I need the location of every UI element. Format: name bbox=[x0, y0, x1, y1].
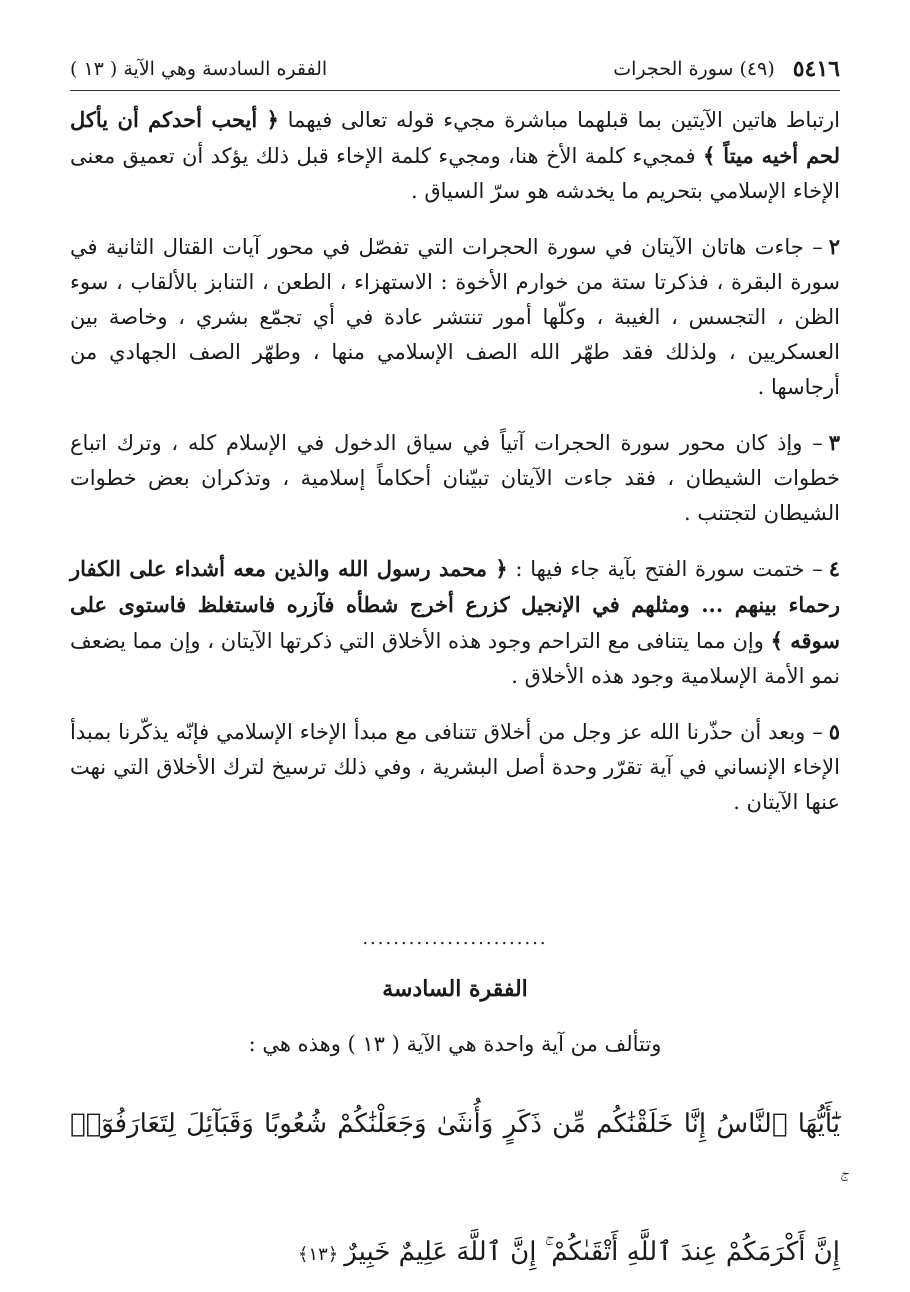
paragraph-1-text-cont: فمجيء كلمة الأخ هنا، ومجيء كلمة الإخاء قبل ذلك يؤكد أن تعميق معنى الإخاء الإسلامي بتحريم ما يخدشه هو سرّ السياق . bbox=[70, 144, 840, 203]
dotted-divider: ........................ bbox=[362, 928, 548, 949]
section-intro: وتتألف من آية واحدة هي الآية ( ١٣ ) وهذه هي : bbox=[248, 1032, 662, 1056]
verse-line-1: يَٰٓأَيُّهَا ٱلنَّاسُ إِنَّا خَلَقْنَٰكُم مِّن ذَكَرٍ وَأُنثَىٰ وَجَعَلْنَٰكُمْ شُعُوبًا وَقَبَآئِلَ لِتَعَارَفُوٓا۟ bbox=[70, 1109, 840, 1139]
quran-verse bbox=[70, 1092, 840, 1287]
paragraph-4-text: – ختمت سورة الفتح بآية جاء فيها : bbox=[507, 557, 823, 581]
paragraph-1-text: ارتباط هاتين الآيتين بما قبلهما مباشرة مجيء قوله تعالى فيهما bbox=[278, 108, 840, 132]
page-number: ٥٤١٦ bbox=[792, 56, 840, 82]
paragraph-5-text: – وبعد أن حذّرنا الله عز وجل من أخلاق تتنافى مع مبدأ الإخاء الإسلامي فإنّه يذكّرنا بمبدأ الإخاء الإنساني في آية تقرّر وحدة أصل البشرية ، وفي ذلك ترسيخ لترك الأخلاق التي نهت عنها الآيتان . bbox=[70, 720, 840, 814]
paragraph-number: ٤ bbox=[828, 556, 840, 581]
header-rule bbox=[70, 90, 840, 91]
header-right-group bbox=[613, 56, 840, 82]
quran-quote: ﴿ محمد رسول الله والذين معه أشداء على الكفار رحماء بينهم ... ومثلهم في الإنجيل كزرع أخرج شطأه فآزره فاستغلظ فاستوى على سوقه ﴾ bbox=[70, 556, 841, 653]
ayah-number-marker: ﴿١٣﴾ bbox=[297, 1244, 339, 1265]
section-label: الفقره السادسة وهي الآية ( ١٣ ) bbox=[70, 58, 328, 80]
paragraph-4-text-cont: وإن مما يتنافى مع التراحم وجود هذه الأخلاق التي ذكرتها الآيتان ، وإن مما يضعف نمو الأمة الإسلامية وجود هذه الأخلاق . bbox=[70, 629, 840, 688]
paragraph-2-text: – جاءت هاتان الآيتان في سورة الحجرات التي تفصّل في محور آيات القتال الثانية في سورة البقرة ، فذكرتا ستة من خوارم الأخوة : الاستهزاء ، الطعن ، التنابز بالألقاب ، سوء الظن ، التجسس ، الغيبة ، وكلّها أمور تنتشر عادة في أي تجمّع بشري ، وخاصة بين العسكريين ، ولذلك فقد طهّر الله الصف الإسلامي منها ، وطهّر الصف الجهادي من أرجاسها . bbox=[70, 235, 840, 399]
paragraph-3-text: – وإذ كان محور سورة الحجرات آتياً في سياق الدخول في الإسلام كله ، وترك اتباع خطوات الشيطان ، فقد جاءت الآيتان تبيّنان أحكاماً إسلامية ، وتذكران بعض خطوات الشيطان لتجتنب . bbox=[70, 431, 840, 525]
book-page bbox=[70, 40, 840, 1270]
paragraph-number: ٣ bbox=[828, 430, 840, 455]
verse-line-2 bbox=[70, 1220, 840, 1287]
paragraph-number: ٥ bbox=[828, 719, 840, 744]
section-title: الفقرة السادسة bbox=[382, 976, 528, 1002]
paragraph-4 bbox=[70, 551, 840, 694]
paragraph-5 bbox=[70, 714, 840, 820]
paragraph-1 bbox=[70, 102, 840, 209]
paragraph-2 bbox=[70, 229, 840, 405]
page-header bbox=[70, 52, 840, 86]
verse-line-2-text: إِنَّ أَكْرَمَكُمْ عِندَ ٱللَّهِ أَتْقَىٰكُمْ ۚ إِنَّ ٱللَّهَ عَلِيمٌ خَبِيرٌ bbox=[344, 1237, 840, 1267]
surah-title: (٤٩) سورة الحجرات bbox=[613, 58, 775, 80]
paragraph-number: ٢ bbox=[828, 234, 840, 259]
body-text bbox=[70, 102, 840, 840]
paragraph-3 bbox=[70, 425, 840, 531]
quran-quote: ﴿ أيحب أحدكم أن يأكل لحم أخيه ميتاً ﴾ bbox=[70, 107, 840, 168]
